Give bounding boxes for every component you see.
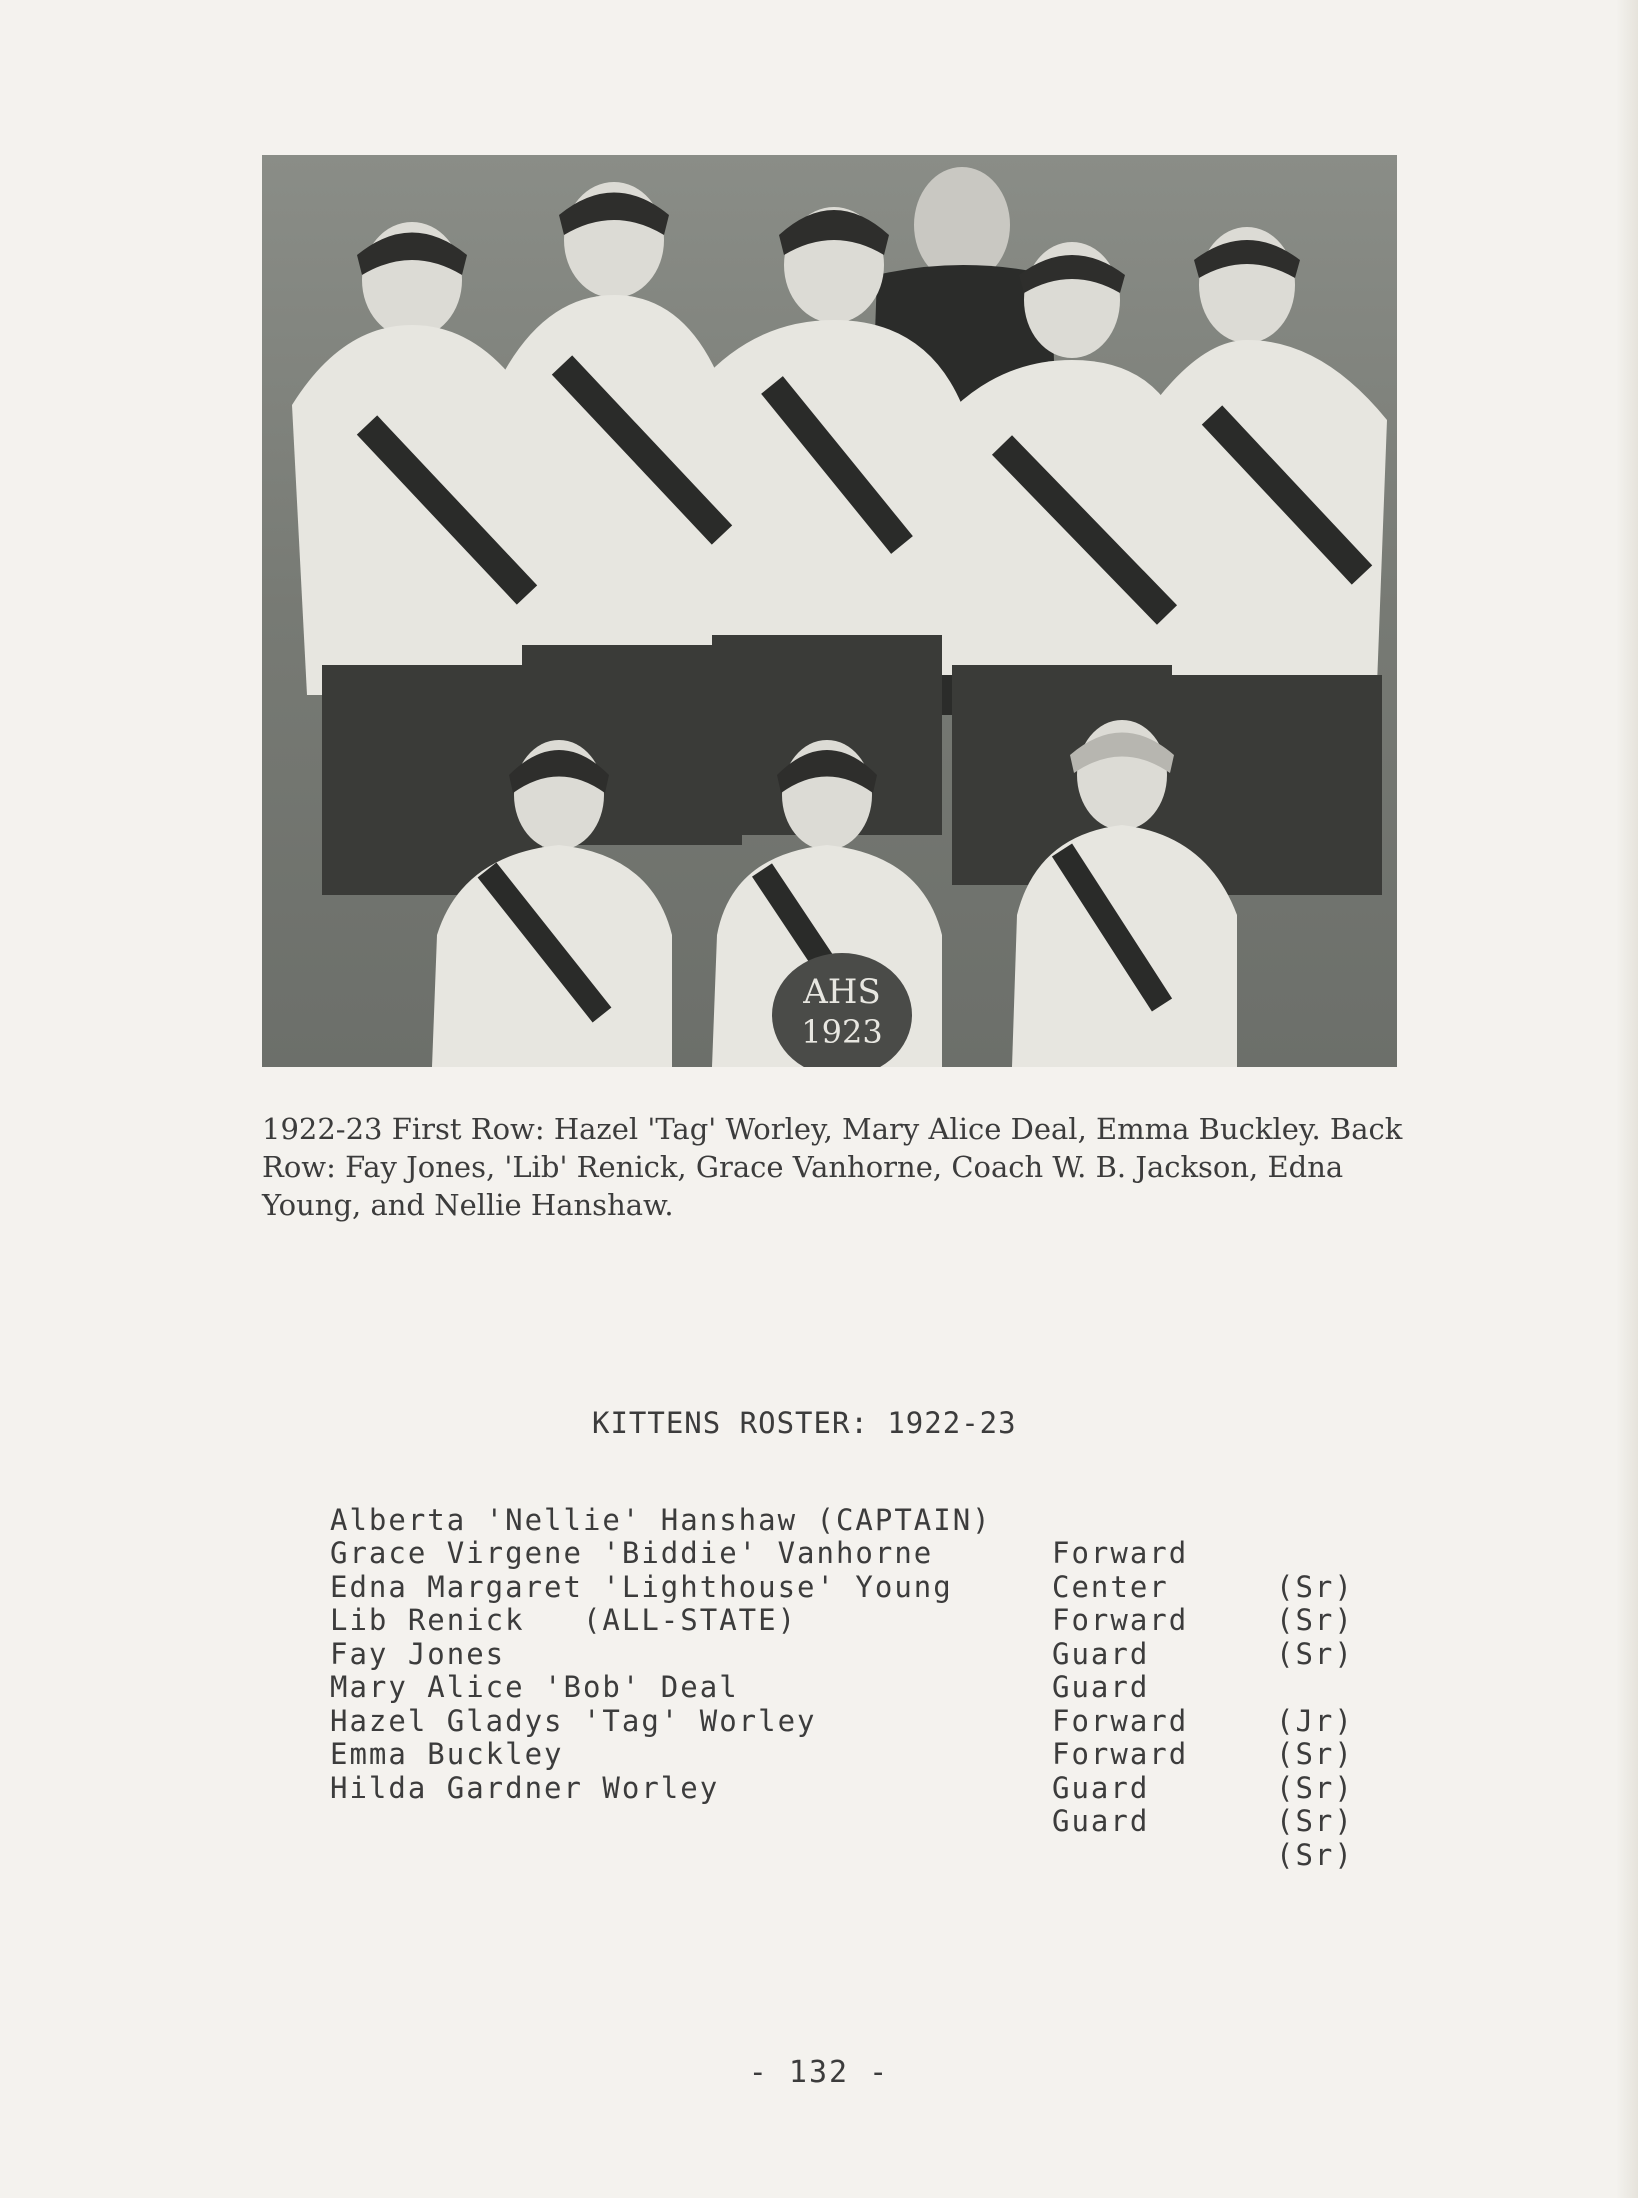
player-name: Mary Alice 'Bob' Deal (330, 1670, 739, 1704)
player-class: (Sr) (1276, 1603, 1354, 1637)
player-position: Guard (1052, 1770, 1150, 1805)
ball-lettering-line1: AHS (803, 972, 881, 1012)
page-edge-shadow (1616, 0, 1638, 2198)
player-class: (Sr) (1276, 1737, 1354, 1771)
player-position: Center (1052, 1569, 1169, 1604)
player-name: Lib Renick (ALL-STATE) (330, 1603, 798, 1637)
player-position: Forward (1052, 1737, 1189, 1771)
page-number: - 132 - (748, 2055, 890, 2090)
player-name: Hilda Gardner Worley (330, 1770, 720, 1805)
player-position: Guard (1052, 1670, 1150, 1704)
player-class: (Sr) (1276, 1636, 1354, 1671)
player-name: Alberta 'Nellie' Hanshaw (CAPTAIN) (330, 1502, 992, 1537)
photo-caption: 1922-23 First Row: Hazel 'Tag' Worley, Mary Alice Deal, Emma Buckley. Back Row: Fay Jones, 'Lib' Renick, Grace Vanhorne, Coach W. B. Jackson, Edna Young, and Nellie Hanshaw. (262, 1112, 1403, 1222)
player-class: (Sr) (1276, 1804, 1354, 1838)
player-class: (Sr) (1276, 1569, 1354, 1604)
player-class: (Jr) (1276, 1703, 1354, 1738)
player-name: Grace Virgene 'Biddie' Vanhorne (330, 1536, 934, 1570)
player-position: Forward (1052, 1703, 1189, 1738)
player-name: Edna Margaret 'Lighthouse' Young (330, 1569, 953, 1604)
roster-list (330, 1470, 1380, 1872)
player-class: (Sr) (1276, 1770, 1354, 1805)
roster-row (330, 1738, 1380, 1872)
ball-lettering-line2: 1923 (801, 1013, 883, 1051)
player-name: Emma Buckley (330, 1737, 564, 1771)
player-position: Forward (1052, 1603, 1189, 1637)
player-class: (Sr) (1276, 1837, 1354, 1872)
player-position: Guard (1052, 1636, 1150, 1671)
roster-title: KITTENS ROSTER: 1922-23 (592, 1406, 1017, 1440)
player-name: Fay Jones (330, 1636, 506, 1671)
player-position: Forward (1052, 1536, 1189, 1570)
team-photo-image (262, 155, 1397, 1067)
player-position: Guard (1052, 1804, 1150, 1838)
player-name: Hazel Gladys 'Tag' Worley (330, 1703, 817, 1738)
team-photo (262, 155, 1397, 1067)
